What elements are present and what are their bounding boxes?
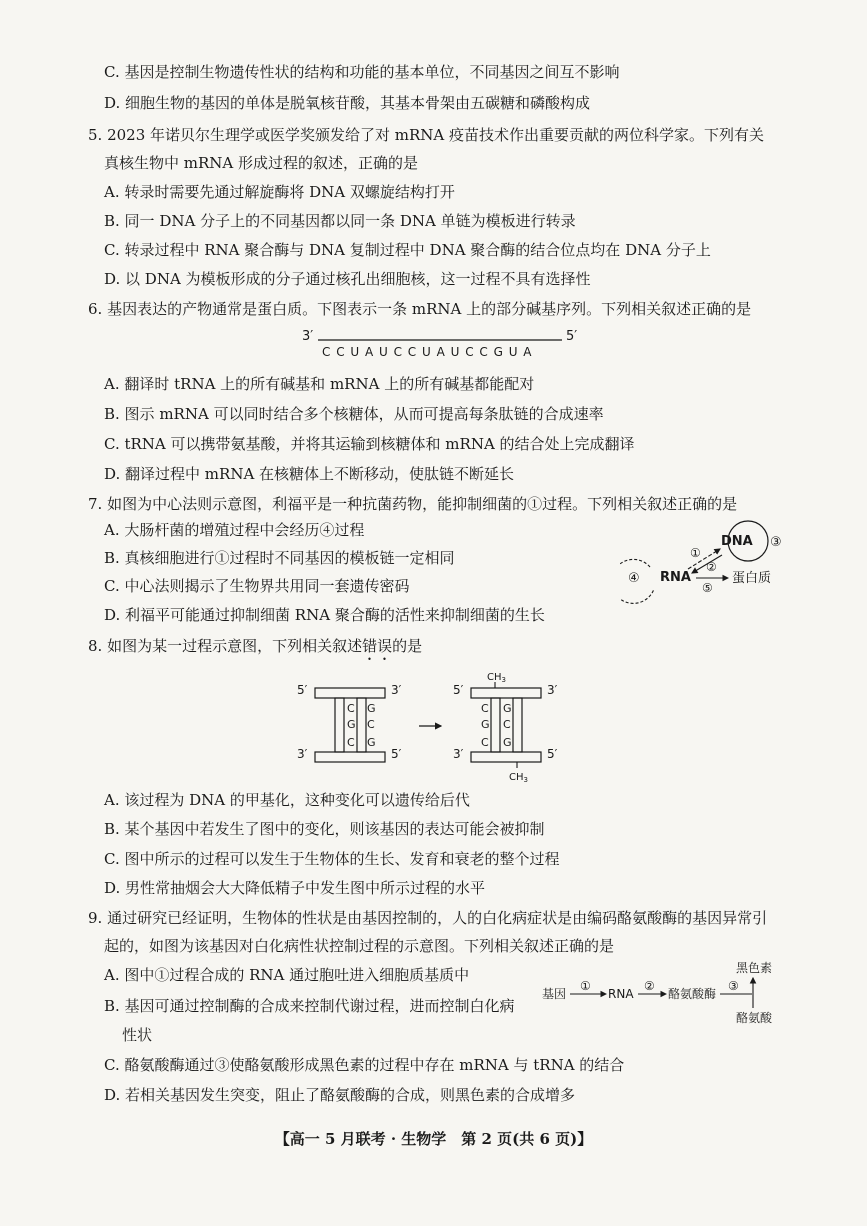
q9-rna-label: RNA — [608, 987, 634, 1001]
q8-right-base-g2: G — [503, 702, 512, 715]
page-footer: 【高一 5 月联考 · 生物学 第 2 页(共 6 页)】 — [274, 1130, 593, 1148]
q9-stem-line1: 9. 通过研究已经证明，生物体的性状是由基因控制的，人的白化病症状是由编码酪氨酸酶的基因异常引 — [88, 909, 768, 927]
q8-left-base-g2: G — [367, 702, 376, 715]
q8-right-base-c1: C — [481, 702, 489, 715]
q8-left-bottom-5prime: 5′ — [391, 747, 402, 761]
process-1-label: ① — [690, 546, 701, 560]
q9-enzyme-label: 酪氨酸酶 — [668, 987, 717, 1001]
q8-option-a: A. 该过程为 DNA 的甲基化，这种变化可以遗传给后代 — [104, 791, 470, 809]
q8-option-d: D. 男性常抽烟会大大降低精子中发生图中所示过程的水平 — [104, 879, 486, 897]
q6-option-c: C. tRNA 可以携带氨基酸，并将其运输到核糖体和 mRNA 的结合处上完成翻译 — [104, 435, 635, 453]
rna-label: RNA — [660, 570, 691, 585]
q9-process-3-label: ③ — [728, 979, 739, 993]
q6-option-d: D. 翻译过程中 mRNA 在核糖体上不断移动，使肽链不断延长 — [104, 465, 515, 483]
q8-stem-post: 的是 — [392, 637, 423, 655]
q5-stem-line1: 5. 2023 年诺贝尔生理学或医学奖颁发给了对 mRNA 疫苗技术作出重要贡献的两位科学家。下列有关 — [88, 126, 765, 144]
q8-right-bottom-5prime: 5′ — [547, 747, 558, 761]
q5-option-a: A. 转录时需要先通过解旋酶将 DNA 双螺旋结构打开 — [104, 183, 455, 201]
q5-stem-line2: 真核生物中 mRNA 形成过程的叙述，正确的是 — [104, 154, 419, 172]
q6-mrna-figure — [300, 326, 590, 362]
q8-right-bottom-3prime: 3′ — [453, 747, 464, 761]
q5-option-d: D. 以 DNA 为模板形成的分子通过核孔出细胞核，这一过程不具有选择性 — [104, 270, 591, 288]
q8-right-base-g1: G — [481, 718, 490, 731]
q7-option-c: C. 中心法则揭示了生物界共用同一套遗传密码 — [104, 577, 410, 595]
q8-left-base-c2: C — [347, 736, 355, 749]
q9-pathway-figure — [540, 958, 790, 1028]
q8-left-top-3prime: 3′ — [391, 683, 402, 697]
process-2-label: ② — [706, 560, 717, 574]
q9-option-c: C. 酪氨酸酶通过③使酪氨酸形成黑色素的过程中存在 mRNA 与 tRNA 的结合 — [104, 1056, 625, 1074]
q9-option-b-line1: B. 基因可通过控制酶的合成来控制代谢过程，进而控制白化病 — [104, 997, 515, 1015]
q9-gene-label: 基因 — [542, 987, 567, 1001]
q5-option-b: B. 同一 DNA 分子上的不同基因都以同一条 DNA 单链为模板进行转录 — [104, 212, 576, 230]
q9-stem-line2: 起的，如图为该基因对白化病性状控制过程的示意图。下列相关叙述正确的是 — [104, 937, 615, 955]
q8-option-b: B. 某个基因中若发生了图中的变化，则该基因的表达可能会被抑制 — [104, 820, 545, 838]
q8-bottom-methyl-label: $CH_3$ — [509, 772, 528, 784]
q6-stem: 6. 基因表达的产物通常是蛋白质。下图表示一条 mRNA 上的部分碱基序列。下列相关叙述正确的是 — [88, 300, 752, 318]
q8-left-base-c1: C — [347, 702, 355, 715]
q6-fig-5prime-label: 5′ — [566, 329, 578, 344]
q9-process-2-label: ② — [644, 979, 655, 993]
process-3-label: ③ — [770, 535, 782, 550]
process-4-label: ④ — [628, 571, 640, 586]
q8-methylation-figure — [295, 668, 595, 786]
q8-left-base-g3: G — [367, 736, 376, 749]
q8-right-base-c2: C — [481, 736, 489, 749]
q8-right-top-3prime: 3′ — [547, 683, 558, 697]
q8-stem — [88, 636, 422, 664]
q8-left-base-g1: G — [347, 718, 356, 731]
protein-label: 蛋白质 — [732, 571, 772, 586]
q8-option-c: C. 图中所示的过程可以发生于生物体的生长、发育和衰老的整个过程 — [104, 850, 560, 868]
q7-option-a: A. 大肠杆菌的增殖过程中会经历④过程 — [104, 521, 365, 539]
dna-label: DNA — [721, 534, 753, 549]
q7-option-d: D. 利福平可能通过抑制细菌 RNA 聚合酶的活性来抑制细菌的生长 — [104, 606, 545, 624]
q7-option-b: B. 真核细胞进行①过程时不同基因的模板链一定相同 — [104, 549, 455, 567]
q9-process-1-label: ① — [580, 979, 591, 993]
q8-right-base-g3: G — [503, 736, 512, 749]
q9-melanin-label: 黑色素 — [736, 961, 773, 975]
q4-option-c: C. 基因是控制生物遗传性状的结构和功能的基本单位，不同基因之间互不影响 — [104, 63, 620, 81]
q7-stem: 7. 如图为中心法则示意图，利福平是一种抗菌药物，能抑制细菌的①过程。下列相关叙述正确的是 — [88, 495, 738, 513]
q6-base-sequence: C C U A U C C U A U C C G U A — [322, 345, 533, 359]
process-5-label: ⑤ — [702, 581, 713, 595]
q8-stem-emphasis: 错误 — [362, 637, 393, 655]
q8-after-molecule — [453, 672, 558, 784]
q7-central-dogma-figure — [620, 515, 790, 605]
q8-top-methyl-label: $CH_3$ — [487, 672, 506, 684]
q8-before-molecule — [297, 683, 402, 762]
q9-option-d: D. 若相关基因发生突变，阻止了酪氨酸酶的合成，则黑色素的合成增多 — [104, 1086, 576, 1104]
q4-option-d: D. 细胞生物的基因的单体是脱氧核苷酸，其基本骨架由五碳糖和磷酸构成 — [104, 94, 591, 112]
q5-option-c: C. 转录过程中 RNA 聚合酶与 DNA 复制过程中 DNA 聚合酶的结合位点均在 DNA 分子上 — [104, 241, 711, 259]
q9-option-b-line2: 性状 — [122, 1026, 153, 1044]
q9-option-a: A. 图中①过程合成的 RNA 通过胞吐进入细胞质基质中 — [104, 966, 470, 984]
q8-left-base-c3: C — [367, 718, 375, 731]
q8-left-top-5prime: 5′ — [297, 683, 308, 697]
q8-right-base-c3: C — [503, 718, 511, 731]
q8-stem-pre: 8. 如图为某一过程示意图，下列相关叙述 — [88, 637, 363, 655]
q6-option-b: B. 图示 mRNA 可以同时结合多个核糖体，从而可提高每条肽链的合成速率 — [104, 405, 604, 423]
q8-right-top-5prime: 5′ — [453, 683, 464, 697]
q8-left-bottom-3prime: 3′ — [297, 747, 308, 761]
q9-tyrosine-label: 酪氨酸 — [736, 1011, 773, 1025]
q6-option-a: A. 翻译时 tRNA 上的所有碱基和 mRNA 上的所有碱基都能配对 — [104, 375, 535, 393]
q6-fig-3prime-label: 3′ — [302, 329, 314, 344]
